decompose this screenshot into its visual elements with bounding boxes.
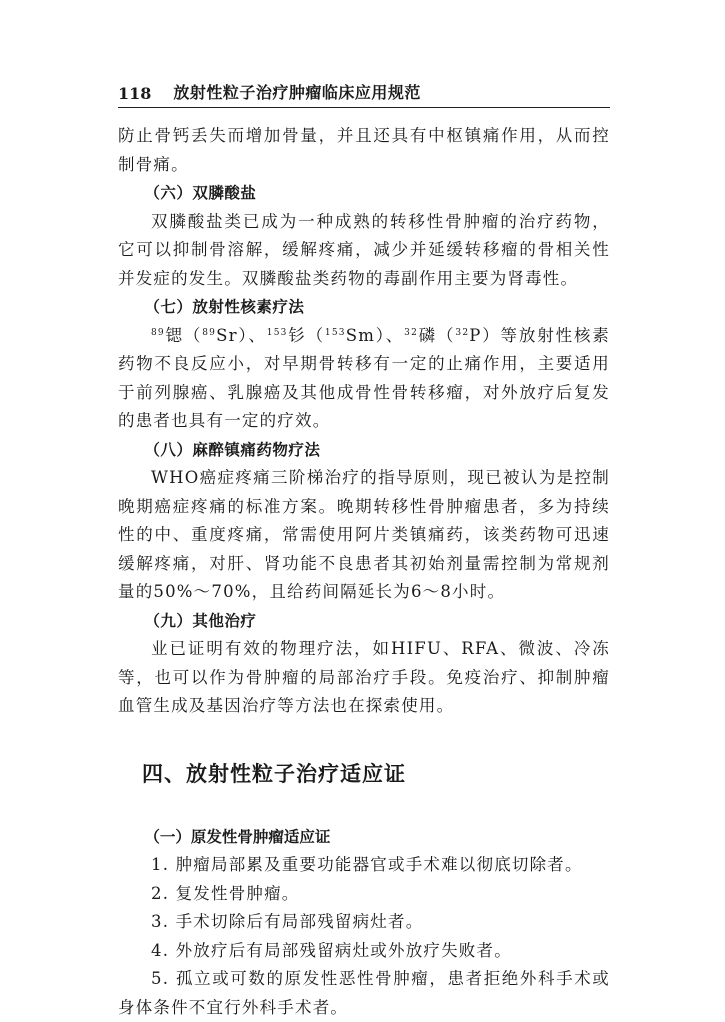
section-title: 四、放射性粒子治疗适应证 [142, 761, 406, 786]
isotope-superscript: 32 [455, 327, 470, 338]
running-title: 放射性粒子治疗肿瘤临床应用规范 [173, 83, 421, 102]
paragraph-analgesic-therapy: WHO癌症疼痛三阶梯治疗的指导原则，现已被认为是控制晚期癌症疼痛的标准方案。晚期转移性骨肿瘤患者，多为持续性的中、重度疼痛，常需使用阿片类镇痛药，该类药物可迅速缓解疼痛，对肝、肾功能不良患者其初始剂量需控制为常规剂量的50%～70%，且给药间隔延长为6～8小时。 [118, 468, 610, 601]
page-number: 118 [118, 84, 152, 103]
paragraph-other-therapy: 业已证明有效的物理疗法，如HIFU、RFA、微波、冷冻等，也可以作为骨肿瘤的局部治疗手段。免疫治疗、抑制肿瘤血管生成及基因治疗等方法也在探索使用。 [118, 639, 610, 715]
paragraph-text-segment: 磷（ [418, 325, 456, 345]
subheading-radionuclide-therapy: （七）放射性核素疗法 [144, 298, 305, 316]
list-item: 3. 手术切除后有局部残留病灶者。 [151, 912, 424, 931]
isotope-superscript: 89 [151, 327, 165, 338]
paragraph-continuation: 防止骨钙丢失而增加骨量，并且还具有中枢镇痛作用，从而控制骨痛。 [118, 126, 610, 174]
paragraph-text-segment: 锶（ [164, 325, 203, 345]
subheading-other-therapy: （九）其他治疗 [144, 611, 257, 630]
paragraph-text-segment: Sm）、 [345, 325, 405, 345]
subheading-bisphosphonates: （六）双膦酸盐 [144, 184, 257, 202]
paragraph-text-segment: P）等放射性核素药物不良反应小，对早期骨转移有一定的止痛作用，主要适用于前列腺癌、乳腺癌及其他成骨性骨转移瘤，对外放疗后复发的患者也具有一定的疗效。 [118, 325, 611, 430]
paragraph-radionuclide-therapy [118, 322, 610, 436]
paragraph-text-segment: 钐（ [287, 325, 325, 345]
running-header [118, 80, 610, 108]
subheading-primary-bone-tumor: （一）原发性骨肿瘤适应证 [144, 827, 331, 846]
list-item: 2. 复发性骨肿瘤。 [151, 883, 300, 903]
isotope-superscript: 89 [202, 327, 217, 338]
isotope-superscript: 153 [266, 327, 288, 338]
list-item: 5. 孤立或可数的原发性恶性骨肿瘤，患者拒绝外科手术或身体条件不宜行外科手术者。 [118, 969, 610, 1017]
list-item: 1. 肿瘤局部累及重要功能器官或手术难以彻底切除者。 [151, 855, 583, 874]
subheading-analgesic-therapy: （八）麻醉镇痛药物疗法 [144, 440, 321, 459]
page-body [118, 122, 610, 1022]
list-item: 4. 外放疗后有局部残留病灶或外放疗失败者。 [151, 940, 512, 960]
paragraph-bisphosphonates: 双膦酸盐类已成为一种成熟的转移性骨肿瘤的治疗药物，它可以抑制骨溶解，缓解疼痛，减少并延缓转移瘤的骨相关性并发症的发生。双膦酸盐类药物的毒副作用主要为肾毒性。 [118, 211, 610, 288]
isotope-superscript: 32 [404, 327, 419, 338]
paragraph-text-segment: Sr）、 [216, 325, 267, 345]
isotope-superscript: 153 [324, 327, 346, 338]
